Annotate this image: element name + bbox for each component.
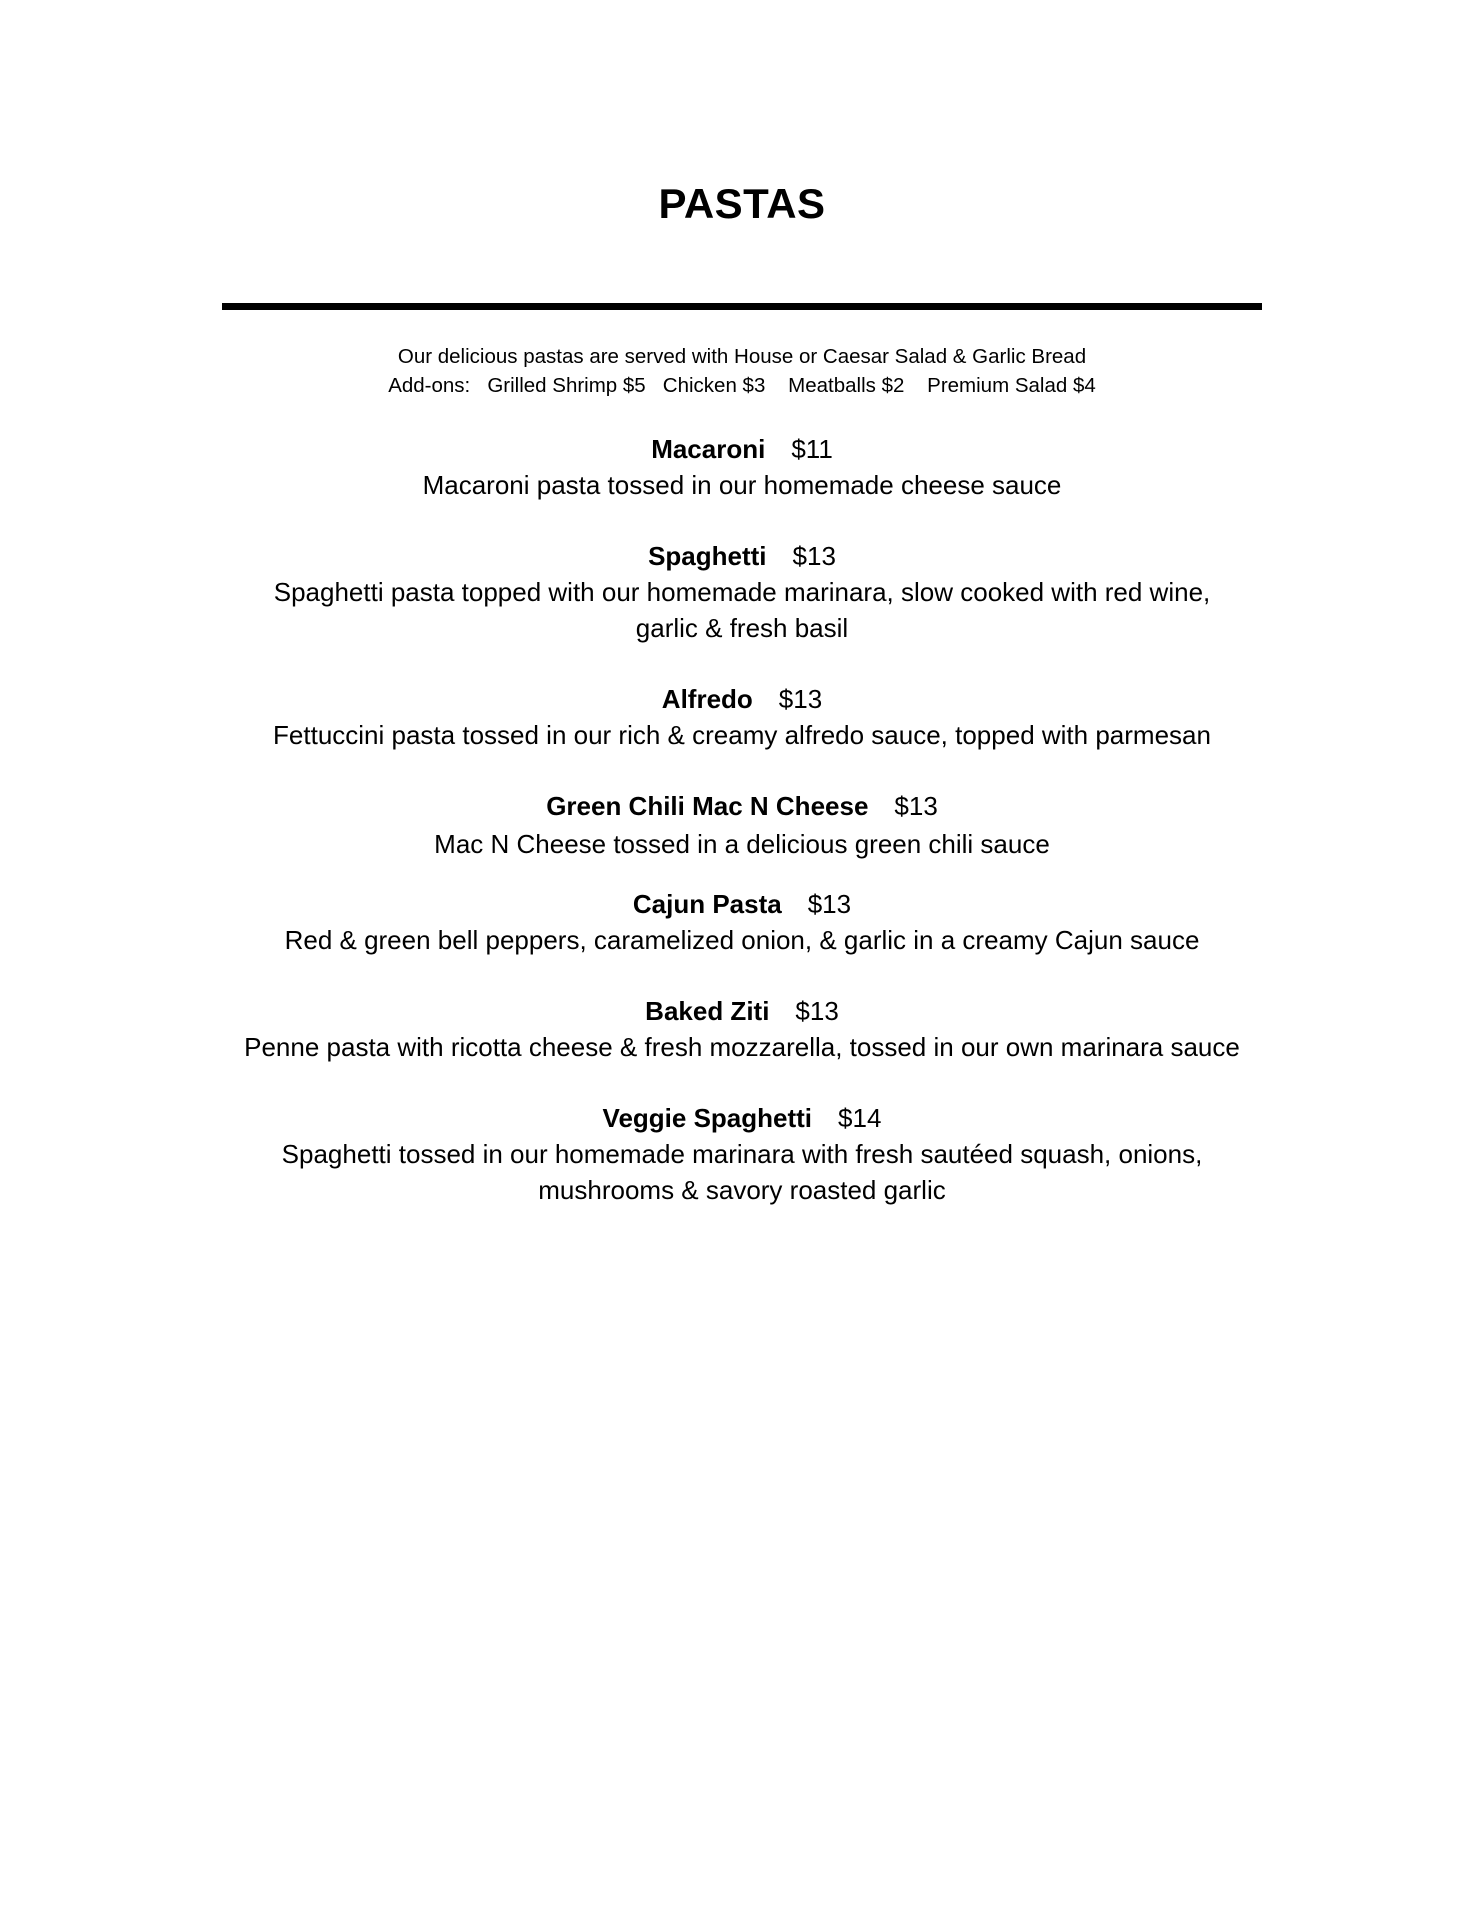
menu-item-description-line: Macaroni pasta tossed in our homemade cheese sauce (422, 470, 1062, 500)
menu-item-price: $11 (791, 434, 833, 464)
menu-item-description-line: Spaghetti pasta topped with our homemade marinara, slow cooked with red wine, (273, 577, 1211, 607)
menu-item-header (0, 1100, 1484, 1136)
menu-item-description (0, 467, 1484, 503)
menu-item-name: Cajun Pasta (632, 889, 782, 919)
menu-item (0, 431, 1484, 503)
menu-item-description-line: Fettuccini pasta tossed in our rich & creamy alfredo sauce, topped with parmesan (273, 720, 1211, 750)
menu-item-description (0, 1029, 1484, 1065)
menu-item (0, 538, 1484, 646)
menu-item-header (0, 788, 1484, 824)
menu-item-header (0, 886, 1484, 922)
page-title: PASTAS (658, 180, 826, 227)
served-with-note: Our delicious pastas are served with House or Caesar Salad & Garlic Bread (397, 345, 1087, 368)
menu-item-description (0, 717, 1484, 753)
menu-item-header (0, 681, 1484, 717)
menu-item (0, 788, 1484, 862)
menu-item-description-line: garlic & fresh basil (635, 613, 849, 643)
menu-item-price: $14 (838, 1103, 882, 1133)
menu-item-description (0, 574, 1484, 646)
menu-item-name: Veggie Spaghetti (602, 1103, 813, 1133)
menu-item-price: $13 (807, 889, 852, 919)
menu-item-description-line: Mac N Cheese tossed in a delicious green chili sauce (434, 829, 1050, 859)
menu-item-name: Baked Ziti (645, 996, 770, 1026)
menu-item (0, 681, 1484, 753)
menu-item-header (0, 538, 1484, 574)
menu-item (0, 993, 1484, 1065)
menu-item-description-line: mushrooms & savory roasted garlic (538, 1175, 946, 1205)
menu-item-description (0, 1136, 1484, 1208)
menu-item-header (0, 993, 1484, 1029)
menu-item (0, 886, 1484, 958)
menu-intro (0, 342, 1484, 400)
menu-item-description-line: Spaghetti tossed in our homemade marinara with fresh sautéed squash, onions, (281, 1139, 1203, 1169)
menu-item-name: Alfredo (661, 684, 753, 714)
menu-item-price: $13 (792, 541, 836, 571)
title-divider (222, 303, 1262, 310)
menu-item-price: $13 (778, 684, 823, 714)
menu-item-name: Macaroni (651, 434, 766, 464)
menu-item (0, 1100, 1484, 1208)
menu-item-description (0, 922, 1484, 958)
menu-item-header (0, 431, 1484, 467)
menu-item-description (0, 826, 1484, 862)
menu-item-price: $13 (894, 791, 938, 821)
addons-note: Add-ons: Grilled Shrimp $5 Chicken $3 Meatballs $2 Premium Salad $4 (388, 374, 1096, 397)
menu-item-name: Spaghetti (648, 541, 767, 571)
menu-item-description-line: Penne pasta with ricotta cheese & fresh mozzarella, tossed in our own marinara sauce (244, 1032, 1240, 1062)
menu-item-description-line: Red & green bell peppers, caramelized onion, & garlic in a creamy Cajun sauce (284, 925, 1200, 955)
menu-item-name: Green Chili Mac N Cheese (546, 791, 869, 821)
menu-item-price: $13 (795, 996, 839, 1026)
